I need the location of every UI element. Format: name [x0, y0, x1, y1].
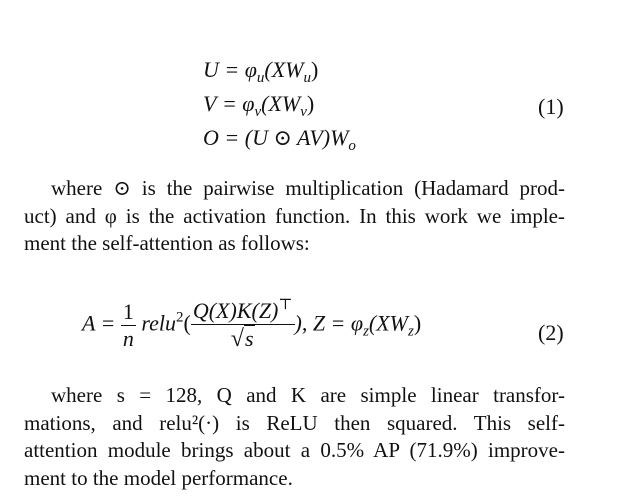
paragraph-1-line-1: where ⊙ is the pairwise multiplication (Hadamard prod- — [51, 176, 565, 200]
eq2-lhs: A = — [82, 310, 116, 336]
eq2-relu: relu — [141, 310, 177, 336]
paragraph-2-line-1: where s = 128, Q and K are simple linear transfor- — [51, 383, 565, 407]
eq1-l2-rhs: = $\varphi_v(XW_v)$ — [221, 91, 315, 120]
equation-1-line-3: O = (U ⊙ $AV)W_o$ — [203, 125, 356, 154]
equation-1-line-1: $U = \varphi_u(XW_u)$ — [203, 57, 319, 86]
paragraph-1-line-2: uct) and φ is the activation function. In this work we imple- — [24, 203, 565, 228]
paragraph-2 — [24, 382, 565, 492]
paragraph-2-line-2: mations, and relu²(·) is ReLU then squared. This self- — [24, 410, 565, 435]
paragraph-2-line-4: ment to the model performance. — [24, 465, 293, 490]
paragraph-2-line-3: attention module brings about a 0.5% AP (71.9%) improve- — [24, 438, 565, 462]
paragraph-1 — [24, 175, 565, 258]
eq2-tail: ), Z = φ — [294, 310, 364, 336]
eq1-l3-rhs: = (U ⊙ $AV)W_o$ — [224, 125, 356, 154]
paragraph-1-line-3: ment the self-attention as follows: — [24, 231, 310, 255]
eq2-fraction-1: $\frac{1}{n}$ — [122, 299, 134, 351]
sqrt-symbol: √s — [230, 326, 254, 352]
equation-2-number: (2) — [538, 320, 564, 345]
eq1-l1-rhs: = $\varphi_u(XW_u)$ — [224, 57, 319, 86]
eq2-fraction-2: $\frac{Q(X)K(Z)^⊤}{√s}$ — [192, 297, 293, 352]
equation-2: A = $\frac{1}{n}$ relu$^2$( $\frac{Q(X)K(Z)^⊤}{√s}$ ), $Z = \varphi_z(XW_z)$ — [82, 297, 422, 352]
equation-1-number: (1) — [538, 94, 564, 119]
equation-1-line-2: $V = \varphi_v(XW_v)$ — [203, 91, 315, 120]
